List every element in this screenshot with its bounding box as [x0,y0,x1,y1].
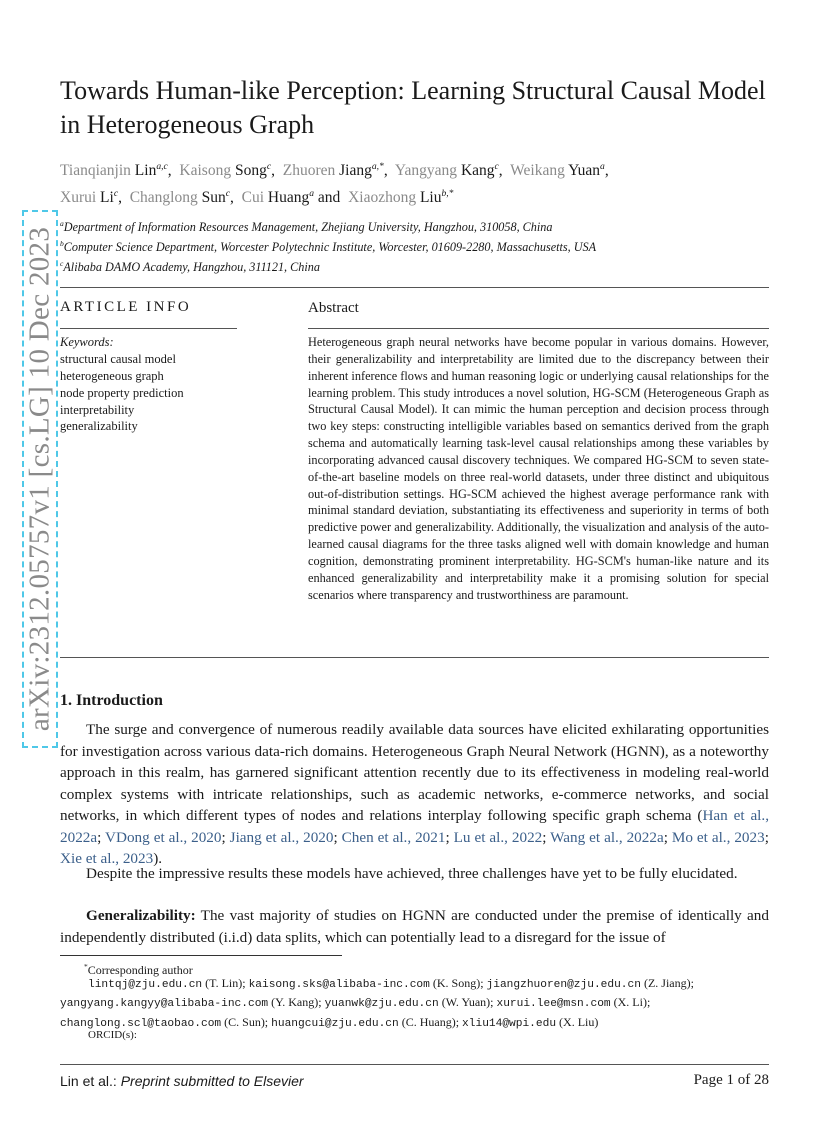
orcid-label: ORCID(s): [88,1029,137,1041]
corresponding-author-note: *Corresponding author [84,962,193,977]
author-item: Kaisong Song$^c$, [179,161,275,180]
running-footer: Lin et al.: Preprint submitted to Elsevier [60,1073,304,1089]
affiliation-b: $^b$Computer Science Department, Worcester Polytechnic Institute, Worcester, 01609-2280, Massachusetts, USA [60,239,597,255]
divider-bottom [60,657,769,658]
affiliation-c: $^c$Alibaba DAMO Academy, Hangzhou, 311121, China [60,259,320,275]
divider-top [60,287,769,288]
author-item: Tianqianjin Lin$^{a,c}$, [60,161,172,180]
citation-link[interactable]: Mo et al., 2023 [671,828,765,846]
email-link[interactable]: lintqj@zju.edu.cn [88,979,203,991]
email-link[interactable]: xliu14@wpi.edu [462,1017,557,1030]
author-item: Yangyang Kang$^c$, [394,161,503,180]
citation-link[interactable]: Xie et al., 2023 [60,850,154,867]
citation-link[interactable]: Chen et al., 2021 [341,828,446,846]
keyword-item: structural causal model [60,352,176,366]
author-item: Weikang Yuan$^a$, [510,161,609,180]
email-link[interactable]: huangcui@zju.edu.cn [271,1017,399,1030]
email-link[interactable]: changlong.scl@taobao.com [60,1017,222,1030]
email-link[interactable]: jiangzhuoren@zju.edu.cn [486,979,641,991]
citation-link[interactable]: VDong et al., 2020 [105,828,222,846]
intro-paragraph-1: The surge and convergence of numerous readily available data sources have elicited exhilarating opportunities for investigation across various data-rich domains. Heterogeneous Graph Neural Network (HGNN), as a noteworthy approach in this realm, has garnered significant attention recently due to its effectiveness in modeling real-world complex systems with intricate relationships, such as academic networks, e-commerce networks, and social networks, in which different types of nodes and relations interplay following specific graph schema (Han et al., 2022a; VDong et al., 2020; Jiang et al., 2020; Chen et al., 2021; Lu et al., 2022; Wang et al., 2022a; Mo et al., 2023; Xie et al., 2023). [60,721,769,867]
page-number: Page 1 of 28 [693,1072,769,1088]
email-link[interactable]: yangyang.kangyy@alibaba-inc.com [60,998,269,1011]
article-info-heading: ARTICLE INFO [60,299,192,315]
author-list [60,155,780,209]
intro-paragraph-3: Generalizability: The vast majority of studies on HGNN are conducted under the premise of identically and independently distributed (i.i.d) data splits, which can potentially lead to a disregard for the issue of [60,907,769,946]
section-heading: 1. Introduction [60,692,163,709]
arxiv-identifier[interactable]: arXiv:2312.05757v1 [cs.LG] 10 Dec 2023 [23,226,56,732]
abstract-heading: Abstract [308,300,359,316]
keywords-label: Keywords: [60,335,114,349]
keyword-item: interpretability [60,403,135,417]
footer-rule [60,1064,769,1065]
footnote-rule [60,955,342,956]
author-item: Zhuoren Jiang$^{a,*}$, [282,161,388,180]
citation-link[interactable]: Han et al., 2022a [60,807,769,846]
keyword-item: generalizability [60,419,138,433]
affiliation-a: $^a$Department of Information Resources Management, Zhejiang University, Hangzhou, 310058, China [60,219,553,235]
email-link[interactable]: kaisong.sks@alibaba-inc.com [248,979,430,991]
article-info-rule [60,328,237,329]
author-item: Xiaozhong Liu$^{b,*}$ [348,188,454,207]
citation-link[interactable]: Wang et al., 2022a [550,828,664,846]
email-list: lintqj@zju.edu.cn (T. Lin); kaisong.sks@alibaba-inc.com (K. Song); jiangzhuoren@zju.edu.cn (Z. Jiang); yangyang.kangyy@alibaba-inc.com (Y. Kang); yuanwk@zju.edu.cn (W. Yuan); xurui.lee@msn.com (X. Li); changlong.scl@taobao.com (C. Sun); huangcui@zju.edu.cn (C. Huang); xliu14@wpi.edu (X. Liu) [60,976,694,1030]
keyword-item: heterogeneous graph [60,369,164,383]
citation-link[interactable]: Lu et al., 2022 [453,828,543,846]
author-item: Changlong Sun$^c$, [129,188,234,207]
paper-title: Towards Human-like Perception: Learning Structural Causal Model in Heterogeneous Graph [60,76,766,139]
citation-link[interactable]: Jiang et al., 2020 [229,828,334,846]
author-item: Xurui Li$^c$, [60,188,122,207]
abstract-rule [308,328,769,329]
email-link[interactable]: xurui.lee@msn.com [496,998,611,1011]
email-link[interactable]: yuanwk@zju.edu.cn [324,998,439,1011]
author-item: Cui Huang$^a$ and [241,188,341,207]
intro-paragraph-2: Despite the impressive results these models have achieved, three challenges have yet to be fully elucidated. [86,865,738,882]
abstract-text: Heterogeneous graph neural networks have become popular in various domains. However, their generalizability and interpretability are limited due to the discrepancy between their inherent inference flows and human reasoning logic or underlying causal relationships for the learning problem. This study introduces a novel solution, HG-SCM (Heterogeneous Graph as Structural Causal Model). It can mimic the human perception and decision process through two key steps: constructing intelligible variables based on semantics derived from the graph schema and automatically learning task-level causal relationships among these variables by incorporating advanced causal discovery techniques. We compared HG-SCM to seven state-of-the-art baseline models on three real-world datasets, under three distinct and ubiquitous out-of-distribution settings. HG-SCM achieved the highest average performance rank with minimal standard deviation, substantiating its effectiveness and superiority in terms of both predictive power and generalizability. Additionally, the visualization and analysis of the auto-learned causal diagrams for the three tasks aligned well with domain knowledge and human cognition, demonstrating prominent interpretability. HG-SCM's human-like nature and its enhanced generalizability and interpretability make it a promising solution for special scenarios where transparency and trustworthiness are paramount. [308,335,769,602]
keyword-item: node property prediction [60,386,184,400]
